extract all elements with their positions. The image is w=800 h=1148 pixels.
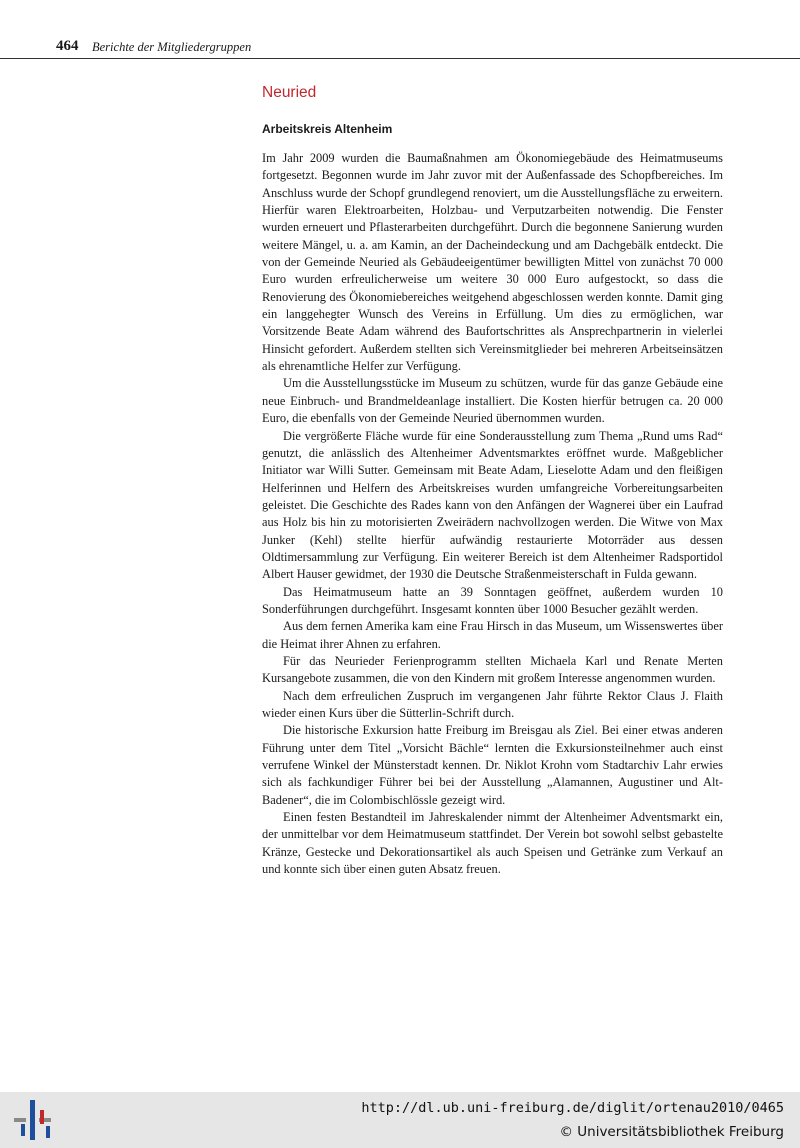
paragraph: Das Heimatmuseum hatte an 39 Sonntagen geöffnet, außerdem wurden 10 Sonderführungen durchgeführt. Insgesamt konnten über 1000 Besucher gezählt werden. xyxy=(262,584,723,616)
source-link[interactable]: http://dl.ub.uni-freiburg.de/diglit/ortenau2010/0465 xyxy=(361,1100,784,1116)
paragraph: Die vergrößerte Fläche wurde für eine Sonderausstellung zum Thema „Rund ums Rad“ genutzt, die anlässlich des Altenheimer Adventsmarktes eröffnet wurde. Maßgeblicher Initiator war Willi Sutter. Gemeinsam mit Beate Adam, Lieselotte Adam und den fleißigen Helferinnen und Helfern des Arbeitskreises wurden umfangreiche Vorbereitungsarbeiten geleistet. Die Geschichte des Rades kann von den Anfängen der Wagnerei über ein Laufrad aus Holz bis hin zu motorisierten Zweirädern nachvollzogen werden. Die Witwe von Max Junker (Kehl) stellte hierfür aufwändig restaurierte Motorräder aus dessen Oldtimersammlung zur Verfügung. Ein weiterer Bereich ist dem Altenheimer Radsportidol Albert Hauser gewidmet, der 1930 die Deutsche Straßenmeisterschaft in Fulda gewann. xyxy=(262,428,723,582)
copyright-notice: © Universitätsbibliothek Freiburg xyxy=(559,1124,784,1140)
subsection-title: Arbeitskreis Altenheim xyxy=(262,122,393,136)
ub-freiburg-logo-icon xyxy=(12,1098,54,1142)
footer-bar xyxy=(0,1092,800,1148)
paragraph: Im Jahr 2009 wurden die Baumaßnahmen am Ökonomiegebäude des Heimatmuseums fortgesetzt. Begonnen wurde im Jahr zuvor mit der Außenfassade des Schopfbereiches. Im Anschluss wurde der Schopf grundlegend renoviert, um die Ausstellungsfläche zu erweitern. Hierfür waren Elektroarbeiten, Holzbau- und Verputzarbeiten notwendig. Die Fenster wurden erneuert und Pflasterarbeiten durchgeführt. Durch die begonnene Sanierung wurden weitere Mängel, u. a. am Kamin, an der Dacheindeckung und am Dachgebälk entdeckt. Die von der Gemeinde Neuried als Gebäudeeigentümer bewilligten Mittel von zunächst 70 000 Euro wurden erfreulicherweise um weitere 30 000 Euro aufgestockt, so dass die Renovierung des Ökonomiebereiches weitgehend abgeschlossen werden konnte. Damit ging ein langgehegter Wunsch des Vereins in Erfüllung. Um dies zu ermöglichen, war Vorsitzende Beate Adam während des Baufortschrittes als Ansprechpartnerin in vielerlei Hinsicht gefordert. Außerdem stellten sich Vereinsmitglieder bei mehreren Arbeitseinsätzen als ehrenamtliche Helfer zur Verfügung. xyxy=(262,151,723,374)
paragraph: Die historische Exkursion hatte Freiburg im Breisgau als Ziel. Bei einer etwas anderen Führung unter dem Titel „Vorsicht Bächle“ lernten die Exkursionsteilnehmer auch einst verrufene Winkel der Münsterstadt kennen. Dr. Niklot Krohn vom Stadtarchiv Lahr erwies sich als fachkundiger Führer bei bei der Ausstellung „Alamannen, Augustiner und Alt-Badener“, die im Colombischlössle gezeigt wird. xyxy=(262,723,723,807)
paragraph: Einen festen Bestandteil im Jahreskalender nimmt der Altenheimer Adventsmarkt ein, der unmittelbar vor dem Heimatmuseum stattfindet. Der Verein bot sowohl selbst gebastelte Kränze, Gestecke und Dekorationsartikel als auch Speisen und Getränke zum Verkauf an und konnte sich über einen guten Absatz freuen. xyxy=(262,810,723,877)
page-header xyxy=(0,30,800,59)
paragraph: Aus dem fernen Amerika kam eine Frau Hirsch in das Museum, um Wissenswertes über die Heimat ihrer Ahnen zu erfahren. xyxy=(262,619,723,651)
paragraph: Nach dem erfreulichen Zuspruch im vergangenen Jahr führte Rektor Claus J. Flaith wieder einen Kurs über die Sütterlin-Schrift durch. xyxy=(262,688,723,720)
article-body xyxy=(262,150,723,878)
paragraph: Für das Neurieder Ferienprogramm stellten Michaela Karl und Renate Merten Kursangebote zusammen, die von den Kindern mit großem Interesse angenommen wurden. xyxy=(262,653,723,686)
section-title: Neuried xyxy=(262,84,317,101)
page-number: 464 xyxy=(56,38,79,54)
paragraph: Um die Ausstellungsstücke im Museum zu schützen, wurde für das ganze Gebäude eine neue Einbruch- und Brandmeldeanlage installiert. Die Kosten hierfür betrugen ca. 20 000 Euro, die ebenfalls von der Gemeinde Neuried übernommen wurden. xyxy=(262,376,723,426)
running-head: Berichte der Mitgliedergruppen xyxy=(92,40,252,54)
